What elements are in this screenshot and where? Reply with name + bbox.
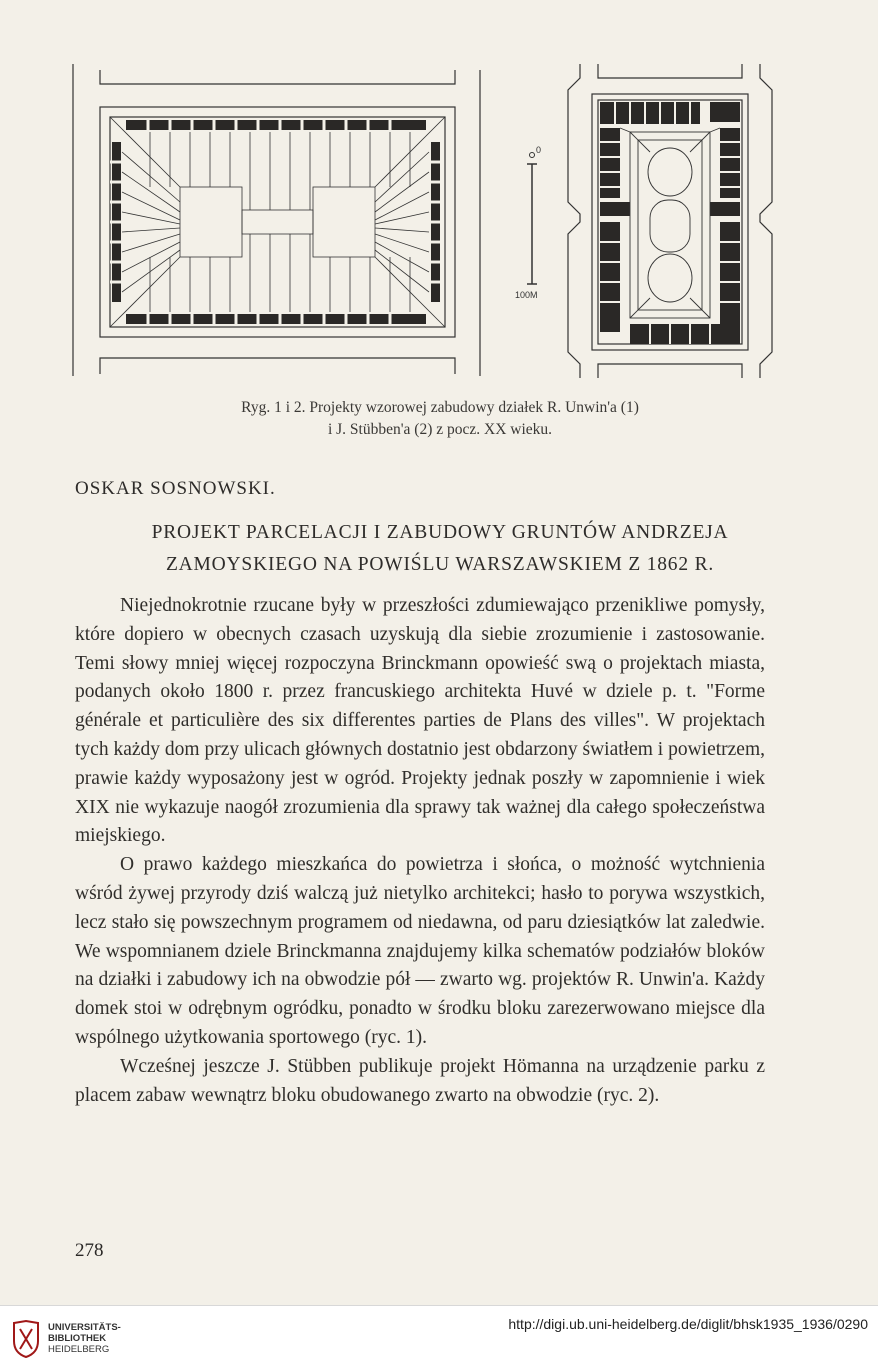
figure-plans bbox=[70, 62, 780, 380]
page-number: 278 bbox=[75, 1240, 104, 1261]
library-line-3: HEIDELBERG bbox=[48, 1344, 110, 1355]
library-logo-icon bbox=[10, 1319, 42, 1359]
scale-bar bbox=[527, 153, 537, 285]
library-footer bbox=[0, 1305, 878, 1370]
paragraph-3: Wcześnej jeszcze J. Stübben publikuje projekt Hömanna na urządzenie parku z placem zabaw wewnątrz bloku obudowanego zwarto na obwodzie (ryc. 2). bbox=[75, 1055, 765, 1106]
scale-zero-label: 0 bbox=[536, 145, 542, 155]
caption-line-2: i J. Stübben'a (2) z pocz. XX wieku. bbox=[327, 421, 553, 438]
article-title bbox=[70, 517, 810, 581]
library-name bbox=[48, 1322, 121, 1355]
library-line-1: UNIVERSITÄTS- bbox=[48, 1322, 121, 1333]
permalink-url[interactable]: http://digi.ub.uni-heidelberg.de/diglit/bhsk1935_1936/0290 bbox=[508, 1316, 868, 1332]
caption-line-1: Ryg. 1 i 2. Projekty wzorowej zabudowy działek R. Unwin'a (1) bbox=[241, 399, 639, 416]
author-name: OSKAR SOSNOWSKI. bbox=[75, 478, 276, 499]
title-line-1: PROJEKT PARCELACJI I ZABUDOWY GRUNTÓW ANDRZEJA bbox=[151, 522, 729, 543]
article-body bbox=[75, 592, 765, 1110]
scale-label: 100M bbox=[515, 290, 538, 300]
paragraph-1: Niejednokrotnie rzucane były w przeszłości zdumiewająco przenikliwe pomysły, które dopiero w obecnych czasach uzyskują dla siebie zrozumienie i zastosowanie. Temi słowy mniej więcej rozpoczyna Brinckmann opowieść swą o projektach miasta, podanych około 1800 r. przez francuskiego architekta Huvé w dziele p. t. "Forme générale et particulière des six differentes parties de Plans des villes". W projektach tych każdy dom przy ulicach głównych dostatnio jest obdarzony światłem i powietrzem, prawie każdy wyposażony jest w ogród. Projekty jednak poszły w zapomnienie i wiek XIX nie wykazuje naogół zrozumienia dla sprawy tak ważnej dla całego społeczeństwa miejskiego. bbox=[75, 595, 765, 847]
paragraph-2: O prawo każdego mieszkańca do powietrza i słońca, o możność wytchnienia wśród żywej przyrody dziś walczą już nietylko architekci; hasło to porywa wszystkich, lecz stało się powszechnym programem od niedawna, od paru dziesiątków lat zaledwie. We wspomnianem dziele Brinckmanna znajdujemy kilka schematów podziałów bloków na działki i zabudowy ich na obwodzie pół — zwarto wg. projektów R. Unwin'a. Każdy domek stoi w odrębnym ogródku, ponadto w środku bloku zarezerwowano miejsce dla wspólnego użytkowania sportowego (ryc. 1). bbox=[75, 854, 765, 1048]
figure-caption bbox=[60, 397, 820, 441]
stubben-block-plan bbox=[568, 64, 772, 378]
title-line-2: ZAMOYSKIEGO NA POWIŚLU WARSZAWSKIEM Z 1862 R. bbox=[165, 554, 715, 575]
library-line-2: BIBLIOTHEK bbox=[48, 1333, 107, 1344]
unwin-block-plan bbox=[110, 117, 445, 327]
